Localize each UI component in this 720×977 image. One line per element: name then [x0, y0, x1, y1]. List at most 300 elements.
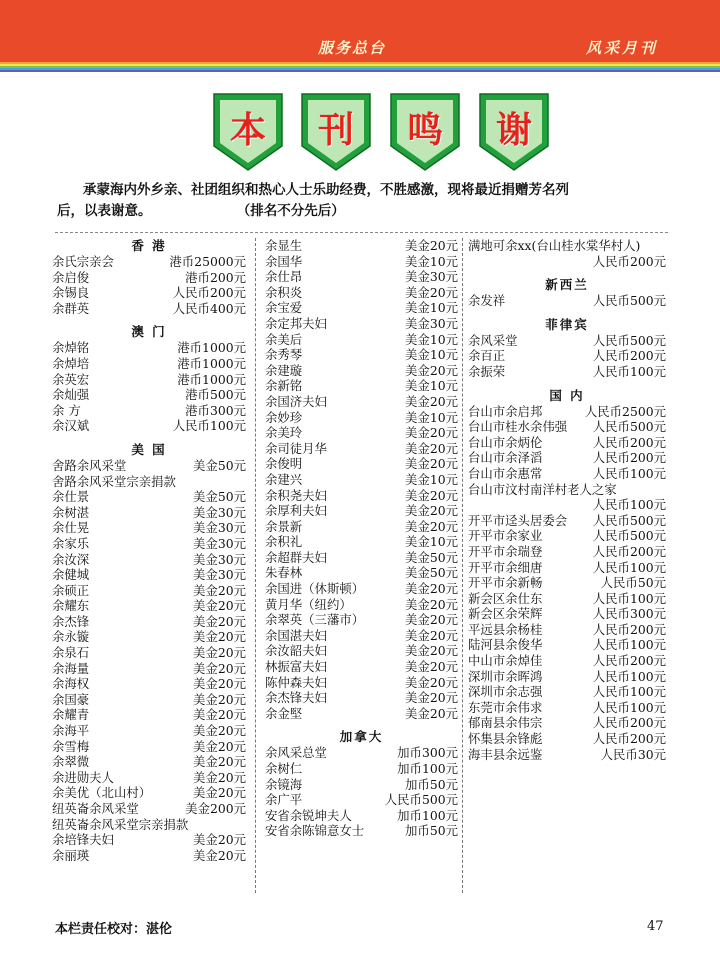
donor-name: 余宝爱 — [265, 300, 303, 316]
donation-amount: 美金20元 — [405, 393, 458, 409]
donor-name: 怀集县余锋彪 — [468, 731, 543, 747]
donation-amount: 人民币2500元 — [584, 403, 666, 419]
donation-amount: 美金20元 — [193, 676, 246, 692]
donor-row — [468, 560, 666, 576]
donor-name: 余汝深 — [52, 551, 90, 567]
donor-row — [52, 832, 246, 848]
donation-amount: 美金30元 — [405, 269, 458, 285]
donation-amount: 美金20元 — [405, 627, 458, 643]
donor-row — [468, 747, 666, 763]
donor-row — [52, 770, 246, 786]
donor-column-1 — [52, 238, 246, 863]
donor-name: 余泉石 — [52, 645, 90, 661]
donor-row — [265, 519, 458, 535]
donor-row — [265, 581, 458, 597]
donation-amount: 加币50元 — [405, 776, 458, 792]
donor-name: 安省余锐坤夫人 — [265, 807, 352, 823]
donation-amount: 美金20元 — [405, 518, 458, 534]
donor-name: 陈仲森夫妇 — [265, 674, 327, 690]
donor-row — [52, 848, 246, 864]
banner-badge — [300, 92, 372, 170]
donation-amount: 美金10元 — [405, 253, 458, 269]
donor-row — [265, 254, 458, 270]
donor-name: 余妙珍 — [265, 409, 303, 425]
donor-name: 开平市余家业 — [468, 528, 543, 544]
banner-badge — [389, 92, 461, 170]
donor-name: 余锡良 — [52, 285, 90, 301]
donor-row — [52, 723, 246, 739]
donation-amount: 美金20元 — [405, 612, 458, 628]
region-heading: 美 国 — [131, 441, 167, 457]
proofreader-credit: 本栏责任校对：湛伦 — [55, 922, 173, 937]
donor-name: 余海权 — [52, 676, 90, 692]
donation-amount: 美金20元 — [193, 645, 246, 661]
donor-name: 余风采堂 — [468, 332, 518, 348]
donation-amount: 美金10元 — [405, 347, 458, 363]
donor-row — [265, 761, 458, 777]
donation-amount: 人民币200元 — [592, 434, 666, 450]
donor-name: 余积炎 — [265, 284, 303, 300]
banner-badge — [212, 92, 284, 170]
donation-amount: 人民币50元 — [600, 575, 666, 591]
donor-row — [265, 332, 458, 348]
donor-name: 余群英 — [52, 300, 90, 316]
donor-name: 余积礼 — [265, 534, 303, 550]
donor-name: 余俊明 — [265, 456, 303, 472]
region-heading: 香 港 — [131, 238, 167, 253]
donor-row — [265, 300, 458, 316]
donation-amount: 美金20元 — [193, 598, 246, 614]
donor-row — [468, 606, 666, 622]
donor-name: 深圳市余晖鸿 — [468, 668, 543, 684]
donation-amount: 人民币100元 — [592, 465, 666, 481]
region-heading: 菲律宾 — [545, 316, 589, 332]
donor-name: 余建兴 — [265, 471, 303, 487]
donor-row — [265, 503, 458, 519]
donation-amount: 美金20元 — [193, 785, 246, 801]
donor-row — [52, 676, 246, 692]
donation-amount: 人民币200元 — [172, 285, 246, 301]
donor-name: 余汝韶夫妇 — [265, 643, 327, 659]
donation-amount: 加币50元 — [405, 823, 458, 839]
donor-name: 余国湛夫妇 — [265, 627, 327, 643]
donor-row — [52, 340, 246, 356]
donor-row — [468, 419, 666, 435]
column-divider — [255, 238, 256, 893]
donor-name: 林振富夫妇 — [265, 659, 327, 675]
donor-row — [468, 622, 666, 638]
donation-amount: 人民币200元 — [592, 621, 666, 637]
donor-name: 台山市余炳伦 — [468, 434, 543, 450]
donor-row — [52, 567, 246, 583]
donation-amount: 港币500元 — [185, 387, 246, 403]
donor-row — [52, 629, 246, 645]
donation-amount: 港币25000元 — [169, 254, 246, 269]
donation-amount: 美金20元 — [193, 754, 246, 770]
banner-char: 本 — [229, 110, 266, 151]
donation-amount: 美金20元 — [405, 362, 458, 378]
donor-row — [468, 637, 666, 653]
donor-name: 余振荣 — [468, 363, 506, 379]
donor-row — [265, 565, 458, 581]
donor-row — [468, 404, 666, 420]
donor-row — [52, 458, 246, 474]
donation-amount: 美金20元 — [405, 705, 458, 721]
donor-row — [52, 489, 246, 505]
donation-amount: 美金20元 — [193, 723, 246, 739]
donor-row — [468, 348, 666, 364]
donor-name: 余超群夫妇 — [265, 549, 327, 565]
donor-row — [468, 715, 666, 731]
section-title: 服务总台 — [318, 39, 387, 57]
donor-row — [52, 505, 246, 521]
donation-amount: 美金10元 — [405, 534, 458, 550]
donor-name: 开平市迳头居委会 — [468, 512, 568, 528]
donor-name: 余健城 — [52, 567, 90, 583]
donor-row — [468, 684, 666, 700]
donor-name: 余树仁 — [265, 761, 303, 776]
donor-name: 余风采总堂 — [265, 745, 327, 761]
donation-amount: 美金20元 — [405, 487, 458, 503]
donor-name: 余硕正 — [52, 582, 90, 598]
donor-name: 平远县余杨桂 — [468, 621, 543, 637]
donation-amount: 人民币200元 — [592, 543, 666, 559]
donation-amount: 美金20元 — [405, 456, 458, 472]
donor-row — [52, 614, 246, 630]
donor-row — [52, 285, 246, 301]
donor-name: 余广平 — [265, 792, 303, 808]
donor-row — [52, 739, 246, 755]
donor-row — [52, 692, 246, 708]
donor-row — [468, 528, 666, 544]
donor-row — [265, 269, 458, 285]
donor-row — [265, 643, 458, 659]
donor-row — [468, 364, 666, 380]
donor-name: 台山市桂水余伟强 — [468, 419, 568, 435]
intro-paragraph — [57, 180, 677, 222]
donor-name: 东莞市余伟求 — [468, 699, 543, 715]
donor-name: 余培锋夫妇 — [52, 832, 114, 848]
donor-name: 余海量 — [52, 660, 90, 676]
donor-name: 余 方 — [52, 402, 81, 418]
donor-row — [265, 378, 458, 394]
donor-name: 余进勋夫人 — [52, 769, 114, 785]
donation-amount: 港币300元 — [185, 402, 246, 418]
donor-row — [468, 591, 666, 607]
donation-amount: 人民币500元 — [384, 792, 458, 808]
donation-amount: 人民币100元 — [592, 363, 666, 379]
donation-amount: 人民币200元 — [592, 653, 666, 669]
donation-amount: 美金20元 — [193, 613, 246, 629]
donor-row — [265, 808, 458, 824]
donor-name: 余景新 — [265, 518, 303, 534]
magazine-title: 风采月刊 — [586, 39, 659, 57]
donor-row — [265, 597, 458, 613]
donor-name: 余海平 — [52, 723, 90, 739]
donor-name: 余雪梅 — [52, 738, 90, 754]
donor-name: 余杰锋夫妇 — [265, 690, 327, 706]
donation-amount: 美金10元 — [405, 331, 458, 347]
donation-amount: 美金20元 — [193, 738, 246, 754]
donor-row — [52, 372, 246, 388]
donation-amount: 美金30元 — [193, 504, 246, 520]
donation-amount: 人民币200元 — [592, 715, 666, 731]
donor-name: 陆河县余俊华 — [468, 637, 543, 653]
donation-amount: 人民币200元 — [592, 731, 666, 747]
donor-name: 余焯铭 — [52, 340, 90, 356]
donation-amount: 美金10元 — [405, 378, 458, 394]
donor-row — [52, 583, 246, 599]
donor-row — [52, 707, 246, 723]
donation-amount: 人民币100元 — [592, 590, 666, 606]
page-number: 47 — [647, 919, 664, 934]
donor-name: 开平市余细唐 — [468, 559, 543, 575]
donation-amount: 美金20元 — [193, 832, 246, 848]
donation-amount: 美金20元 — [193, 660, 246, 676]
donor-row — [52, 301, 246, 317]
donation-amount: 美金20元 — [405, 596, 458, 612]
donor-row — [468, 466, 666, 482]
donation-amount: 美金20元 — [405, 659, 458, 675]
donor-row — [52, 403, 246, 419]
donation-amount: 人民币500元 — [592, 293, 666, 309]
donation-amount: 美金20元 — [405, 503, 458, 519]
banner-badge — [478, 92, 550, 170]
intro-line-2: 后，以表谢意。 — [57, 203, 152, 219]
donor-name: 余翠微 — [52, 754, 90, 770]
donor-name: 余新铭 — [265, 378, 303, 394]
region-heading: 国 内 — [549, 387, 585, 403]
donor-row — [265, 675, 458, 691]
donation-amount: 美金10元 — [405, 300, 458, 316]
divider — [55, 232, 668, 234]
donor-name: 余仕景 — [52, 489, 90, 505]
donor-row — [52, 661, 246, 677]
donation-amount: 美金20元 — [193, 847, 246, 863]
donor-row — [265, 425, 458, 441]
donor-name: 海丰县余远鉴 — [468, 746, 543, 762]
banner-char: 刊 — [317, 110, 354, 151]
donation-amount: 美金20元 — [405, 238, 458, 253]
donation-amount: 美金20元 — [405, 440, 458, 456]
donor-row — [265, 410, 458, 426]
donor-name: 余秀琴 — [265, 347, 303, 363]
donation-amount: 美金30元 — [405, 315, 458, 331]
donor-name: 余仕晃 — [52, 520, 90, 536]
donor-row — [265, 659, 458, 675]
donor-row — [468, 513, 666, 529]
donor-name: 满地可余xx(台山桂水棠华村人) — [468, 238, 641, 253]
donor-name: 余国济夫妇 — [265, 393, 327, 409]
donation-amount: 人民币30元 — [600, 746, 666, 762]
donor-name: 余家乐 — [52, 535, 90, 551]
donor-name: 余翠英（三藩市） — [265, 612, 365, 628]
donation-amount: 人民币500元 — [592, 528, 666, 544]
donor-name: 郁南县余伟宗 — [468, 715, 543, 731]
rainbow-stripes — [0, 62, 720, 72]
donor-name: 余汉斌 — [52, 418, 90, 434]
donor-row — [265, 456, 458, 472]
donation-amount: 港币1000元 — [177, 371, 246, 387]
donor-row — [52, 552, 246, 568]
donation-amount: 人民币200元 — [592, 348, 666, 364]
donor-name: 余树湛 — [52, 504, 90, 520]
donation-amount: 美金20元 — [405, 284, 458, 300]
donation-amount: 加币300元 — [397, 745, 458, 761]
donation-amount: 港币1000元 — [177, 340, 246, 356]
donation-amount: 人民币400元 — [172, 300, 246, 316]
donor-row — [52, 418, 246, 434]
donor-row — [468, 450, 666, 466]
donor-row — [52, 387, 246, 403]
donor-row — [265, 534, 458, 550]
donor-name: 余百正 — [468, 348, 506, 364]
donor-name: 余国华 — [265, 253, 303, 269]
donation-amount: 美金20元 — [193, 707, 246, 723]
donor-name: 余耀东 — [52, 598, 90, 614]
donor-name: 新会区余荣辉 — [468, 606, 543, 622]
donor-name: 台山市余泽滔 — [468, 450, 543, 466]
intro-line-1: 承蒙海内外乡亲、社团组织和热心人士乐助经费，不胜感激，现将最近捐赠芳名列 — [83, 182, 569, 198]
donation-amount: 美金20元 — [193, 691, 246, 707]
donation-amount: 美金20元 — [405, 674, 458, 690]
donor-row — [468, 575, 666, 591]
donor-name: 余厚利夫妇 — [265, 503, 327, 519]
donor-name: 余金堅 — [265, 705, 303, 721]
donation-amount: 人民币100元 — [592, 684, 666, 700]
donation-amount: 美金50元 — [405, 565, 458, 581]
donation-amount: 美金50元 — [193, 489, 246, 505]
donor-name: 余镜海 — [265, 776, 303, 792]
donor-name: 中山市余焯佳 — [468, 653, 543, 669]
donor-name: 余焯培 — [52, 355, 90, 371]
donor-row — [52, 598, 246, 614]
donor-row — [265, 347, 458, 363]
donor-row — [468, 653, 666, 669]
donation-amount: 美金10元 — [405, 471, 458, 487]
donor-name: 台山市汶村南洋村老人之家 — [468, 481, 617, 497]
donor-name: 余启俊 — [52, 269, 90, 285]
donor-row — [52, 785, 246, 801]
donor-name: 开平市余新畅 — [468, 575, 543, 591]
donor-name: 新会区余仕东 — [468, 590, 543, 606]
donation-amount: 美金30元 — [193, 551, 246, 567]
donor-name: 深圳市余志强 — [468, 684, 543, 700]
donor-row — [265, 792, 458, 808]
donation-amount: 美金50元 — [193, 457, 246, 473]
donor-name: 余仕昂 — [265, 269, 303, 285]
donor-row — [265, 238, 458, 254]
donation-amount: 美金20元 — [193, 769, 246, 785]
donor-row — [52, 536, 246, 552]
donation-amount: 美金20元 — [405, 581, 458, 597]
donation-amount: 人民币100元 — [172, 418, 246, 434]
donor-name: 余显生 — [265, 238, 303, 253]
donation-amount: 人民币500元 — [592, 332, 666, 348]
donation-amount: 港币200元 — [185, 269, 246, 285]
donor-row — [265, 706, 458, 722]
donor-row — [52, 254, 246, 270]
donor-row — [52, 520, 246, 536]
donation-amount: 美金20元 — [405, 425, 458, 441]
donor-name: 舍路余风采堂 — [52, 457, 127, 473]
donor-row — [468, 293, 666, 309]
donor-name: 余永镟 — [52, 629, 90, 645]
donor-name: 朱春林 — [265, 565, 303, 581]
donor-row — [468, 669, 666, 685]
donor-name: 余英宏 — [52, 371, 90, 387]
donor-row — [52, 754, 246, 770]
donation-amount: 美金30元 — [193, 567, 246, 583]
donor-row — [265, 394, 458, 410]
donation-amount: 人民币100元 — [592, 637, 666, 653]
donor-row — [265, 777, 458, 793]
donor-name: 余美玲 — [265, 425, 303, 441]
donor-name: 余氏宗亲会 — [52, 254, 114, 269]
donor-name: 余积尧夫妇 — [265, 487, 327, 503]
donor-row — [265, 612, 458, 628]
donation-amount: 美金20元 — [193, 629, 246, 645]
donor-row — [265, 285, 458, 301]
donation-amount: 人民币200元 — [592, 253, 666, 269]
donor-row — [52, 645, 246, 661]
donor-row — [265, 690, 458, 706]
intro-note: （排名不分先后） — [243, 203, 345, 219]
donor-row — [265, 550, 458, 566]
donor-name: 纽英崙余风采堂 — [52, 801, 139, 816]
donor-name: 余耀青 — [52, 707, 90, 723]
donation-amount: 人民币100元 — [592, 699, 666, 715]
donation-amount: 美金30元 — [193, 520, 246, 536]
region-heading: 澳 门 — [131, 324, 167, 340]
donor-row — [52, 801, 246, 817]
donor-row — [468, 435, 666, 451]
donor-name: 黄月华（纽约） — [265, 596, 352, 612]
donor-name: 余国进（休斯顿） — [265, 581, 365, 597]
donor-row — [265, 316, 458, 332]
donation-amount: 人民币500元 — [592, 419, 666, 435]
region-heading: 加拿大 — [339, 729, 384, 745]
donation-amount: 美金30元 — [193, 535, 246, 551]
donation-amount: 人民币300元 — [592, 606, 666, 622]
donor-row — [265, 472, 458, 488]
donation-amount: 人民币100元 — [592, 497, 666, 513]
donation-amount: 美金200元 — [185, 801, 246, 816]
donation-amount: 人民币100元 — [592, 559, 666, 575]
donation-amount: 美金10元 — [405, 409, 458, 425]
donation-amount: 人民币500元 — [592, 512, 666, 528]
donor-name: 台山市余惠常 — [468, 465, 543, 481]
donor-row — [468, 731, 666, 747]
region-heading: 新西兰 — [545, 277, 589, 293]
donor-row — [265, 745, 458, 761]
donor-name: 余美优（北山村） — [52, 785, 152, 801]
donor-name: 纽英崙余风采堂宗亲捐款 — [52, 816, 189, 832]
header-bar — [0, 0, 720, 62]
banner-char: 谢 — [495, 110, 532, 151]
donor-name: 余丽瑛 — [52, 847, 90, 863]
donor-name: 余国豪 — [52, 691, 90, 707]
donation-amount: 加币100元 — [397, 761, 458, 776]
donor-name: 余建璇 — [265, 362, 303, 378]
donor-name: 开平市余瑞登 — [468, 543, 543, 559]
donor-column-3 — [468, 238, 666, 762]
donor-column-2 — [265, 238, 458, 839]
donation-amount: 美金20元 — [193, 582, 246, 598]
donor-name: 台山市余启邦 — [468, 403, 543, 419]
donor-name: 安省余陈锦意女士 — [265, 823, 365, 839]
donor-row — [265, 628, 458, 644]
